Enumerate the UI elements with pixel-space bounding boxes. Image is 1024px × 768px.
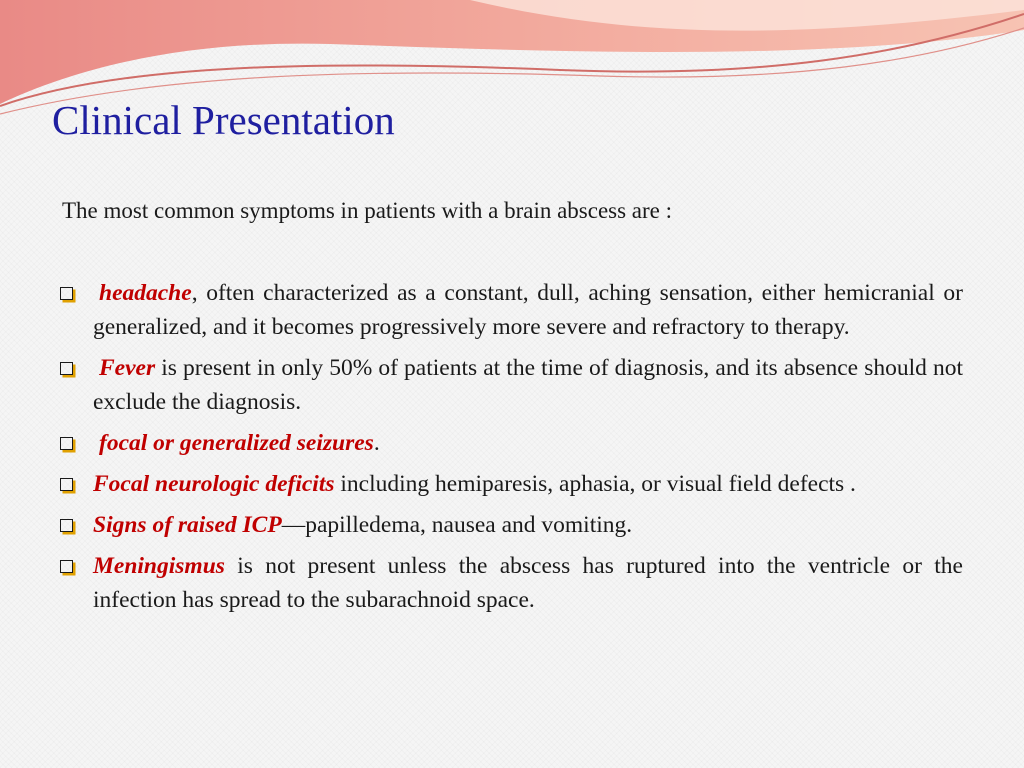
symptom-keyword: headache (99, 280, 192, 306)
symptom-text: is not present unless the abscess has ruptured into the ventricle or the infection has spread to the subarachnoid space. (93, 553, 963, 613)
checkbox-square-icon (60, 362, 73, 375)
checkbox-square-icon (60, 560, 73, 573)
list-item (60, 426, 963, 460)
list-item (60, 508, 963, 542)
symptom-text: is present in only 50% of patients at the time of diagnosis, and its absence should not exclude the diagnosis. (93, 355, 963, 415)
list-item (60, 549, 963, 617)
symptom-keyword: Fever (99, 355, 156, 381)
checkbox-square-icon (60, 478, 73, 491)
checkbox-square-icon (60, 519, 73, 532)
symptom-keyword: Focal neurologic deficits (93, 471, 335, 497)
list-item (60, 276, 963, 344)
symptom-list (60, 276, 963, 624)
symptom-text: —papilledema, nausea and vomiting. (281, 512, 633, 538)
symptom-keyword: Signs of raised ICP (93, 512, 282, 538)
checkbox-square-icon (60, 287, 73, 300)
symptom-text: including hemiparesis, aphasia, or visual field defects . (334, 471, 856, 497)
symptom-keyword: focal or generalized seizures (99, 430, 374, 456)
slide-title: Clinical Presentation (52, 97, 395, 143)
symptom-text: . (373, 430, 380, 456)
symptom-text: , often characterized as a constant, dull, aching sensation, either hemicranial or generalized, and it becomes progressively more severe and refractory to therapy. (93, 280, 963, 340)
symptom-keyword: Meningismus (93, 553, 225, 579)
intro-text: The most common symptoms in patients with a brain abscess are : (62, 198, 673, 223)
list-item (60, 351, 963, 419)
list-item (60, 467, 963, 501)
checkbox-square-icon (60, 437, 73, 450)
